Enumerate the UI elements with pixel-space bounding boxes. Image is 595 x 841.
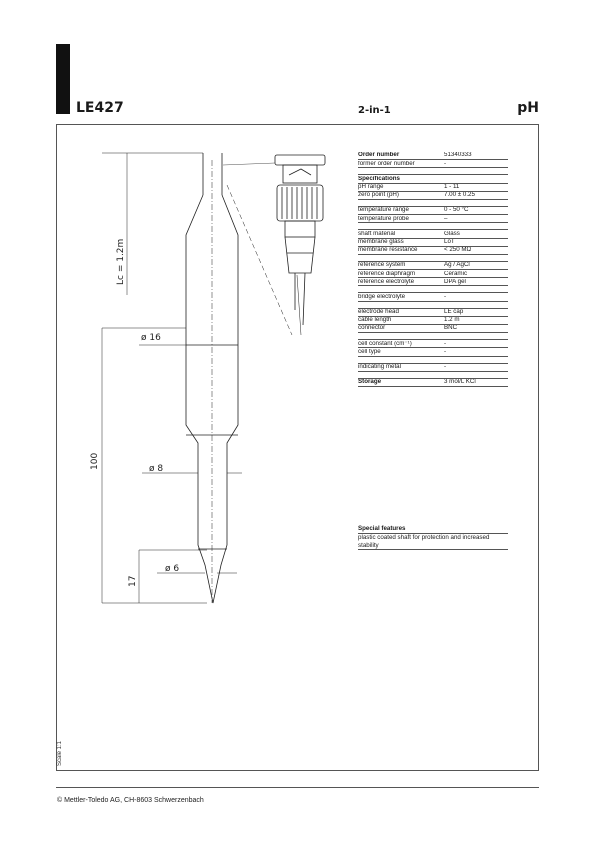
point-diameter-label: ø 6 <box>165 564 180 574</box>
spec-row: membrane resistance < 250 MΩ <box>358 247 508 255</box>
tip-diameter-label: ø 8 <box>149 464 164 474</box>
former-order-row: former order number - <box>358 160 508 168</box>
tip-length-label: 17 <box>128 575 138 587</box>
model-title: LE427 <box>76 100 124 116</box>
spec-row: cable length 1.2 m <box>358 317 508 325</box>
spec-table <box>358 152 508 387</box>
spec-row: temperature range 0 - 50 °C <box>358 207 508 215</box>
specifications-heading: Specifications <box>358 175 508 183</box>
special-features-text: plastic coated shaft for protection and increased stability <box>358 534 508 550</box>
spec-row: indicating metal - <box>358 364 508 372</box>
scale-note: Scale 1:1 <box>57 740 63 766</box>
body-length-label: 100 <box>90 452 100 470</box>
spec-row: reference electrolyte DPA gel <box>358 278 508 286</box>
spec-row: membrane glass LoT <box>358 239 508 247</box>
spec-row: reference system Ag / AgCl <box>358 262 508 270</box>
spec-row: cell constant (cm⁻¹) - <box>358 340 508 348</box>
footer-rule <box>56 787 539 788</box>
spec-row: pH range 1 - 11 <box>358 184 508 192</box>
spec-row: bridge electrolyte - <box>358 293 508 301</box>
cable-outline <box>203 153 222 195</box>
spec-row: electrode head LE cap <box>358 309 508 317</box>
spec-row: connector BNC <box>358 325 508 333</box>
order-number-row: Order number 51340333 <box>358 152 508 160</box>
spec-groups <box>358 184 508 379</box>
cable-length-label: Lc = 1.2m <box>116 238 126 285</box>
black-tab-marker <box>56 44 70 114</box>
measurement-label: pH <box>517 100 539 116</box>
footer-copyright: © Mettler-Toledo AG, CH-8603 Schwerzenbach <box>57 797 204 804</box>
shaft-diameter-label: ø 16 <box>141 333 161 343</box>
spec-row: cell type - <box>358 348 508 356</box>
spec-row: zero point (pH) 7.00 ± 0.25 <box>358 192 508 200</box>
electrode-drawing <box>57 125 347 765</box>
bnc-connector-icon <box>275 155 325 335</box>
special-features-title: Special features <box>358 525 508 534</box>
special-features <box>358 525 508 550</box>
sensor-type: 2-in-1 <box>358 105 391 116</box>
spec-row: shaft material Glass <box>358 230 508 238</box>
spec-row: reference diaphragm Ceramic <box>358 270 508 278</box>
storage-row: Storage 3 mol/L KCl <box>358 379 508 387</box>
spec-row: temperature probe – <box>358 215 508 223</box>
